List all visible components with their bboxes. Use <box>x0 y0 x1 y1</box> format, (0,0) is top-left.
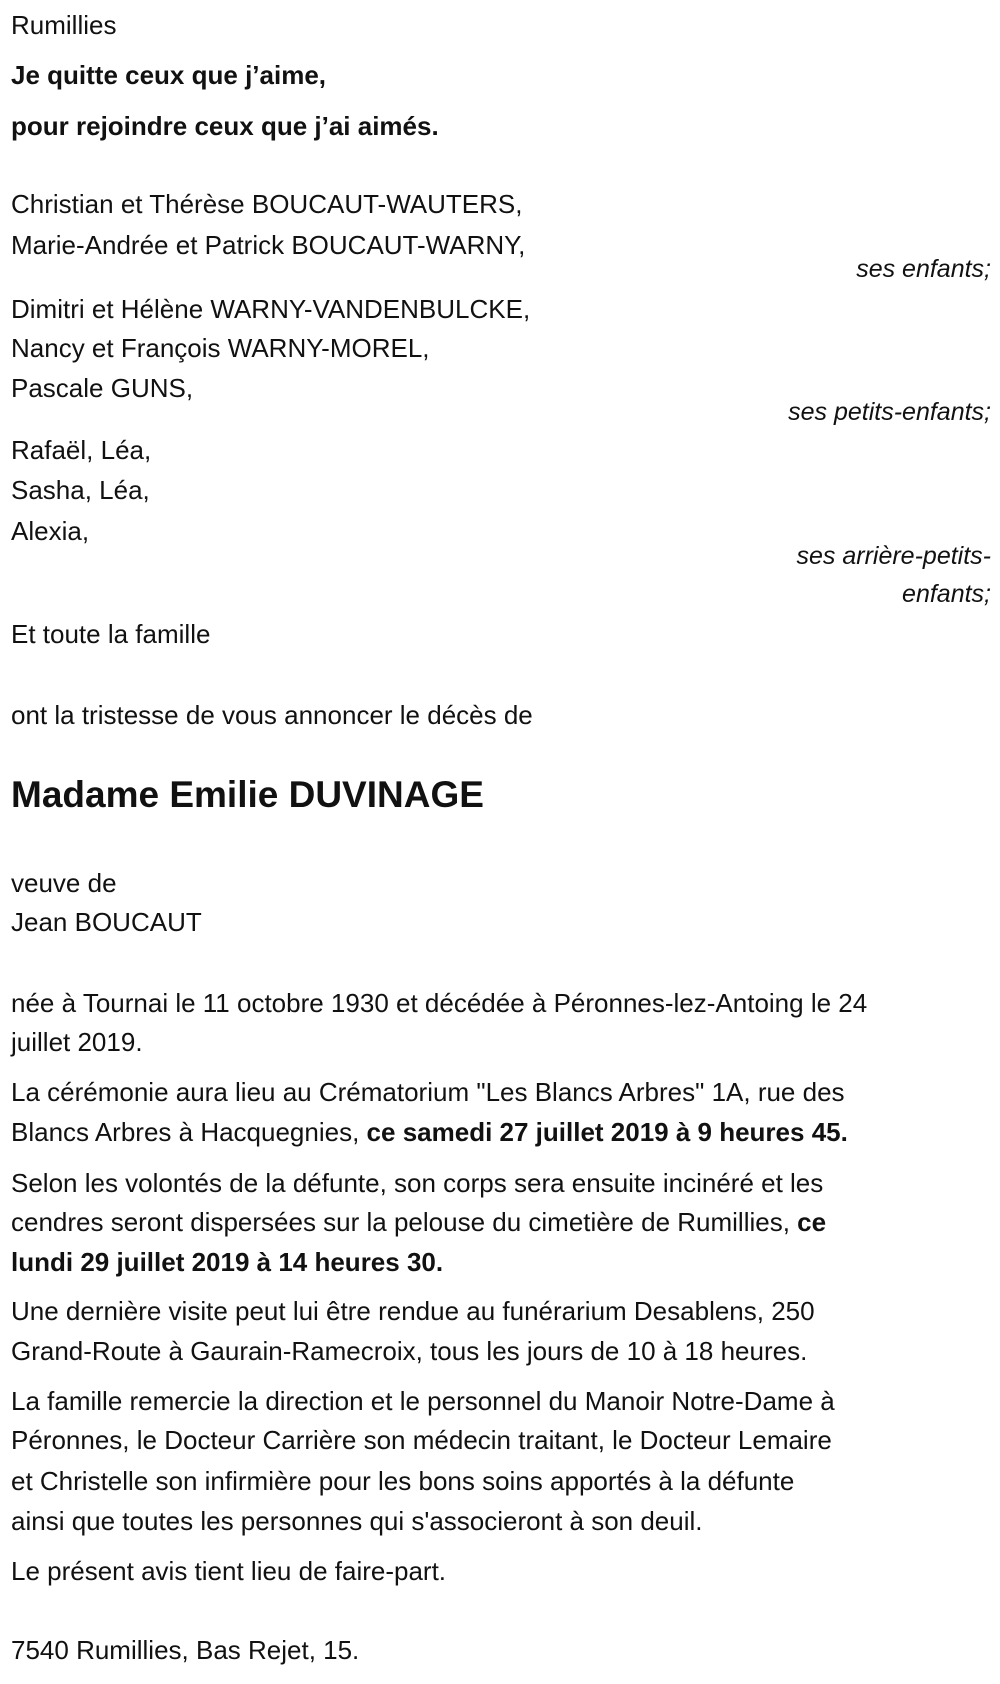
birth-line: née à Tournai le 11 octobre 1930 et décédée à Péronnes-lez-Antoing le 24 <box>11 988 868 1018</box>
grandchild-name: Pascale GUNS, <box>11 373 194 403</box>
cremation-line <box>11 1206 826 1238</box>
grandchildren-label: ses petits-enfants; <box>788 398 991 426</box>
thanks-line: La famille remercie la direction et le personnel du Manoir Notre-Dame à <box>11 1386 835 1416</box>
great-grandchild-name: Alexia, <box>11 516 90 546</box>
notice-text: Le présent avis tient lieu de faire-part. <box>11 1556 447 1586</box>
thanks-line: ainsi que toutes les personnes qui s'associeront à son deuil. <box>11 1506 703 1536</box>
child-name: Christian et Thérèse BOUCAUT-WAUTERS, <box>11 189 523 219</box>
ceremony-line: La cérémonie aura lieu au Crématorium "Les Blancs Arbres" 1A, rue des <box>11 1077 845 1107</box>
grandchild-name: Dimitri et Hélène WARNY-VANDENBULCKE, <box>11 294 531 324</box>
visit-line: Une dernière visite peut lui être rendue au funérarium Desablens, 250 <box>11 1296 815 1326</box>
quote-line: Je quitte ceux que j’aime, <box>11 60 326 90</box>
quote-line: pour rejoindre ceux que j’ai aimés. <box>11 111 439 141</box>
address: 7540 Rumillies, Bas Rejet, 15. <box>11 1635 360 1665</box>
birth-line: juillet 2019. <box>11 1027 143 1057</box>
announce-text: ont la tristesse de vous annoncer le décès de <box>11 700 533 730</box>
great-grandchild-name: Sasha, Léa, <box>11 475 150 505</box>
cremation-datetime: ce <box>797 1207 827 1237</box>
child-name: Marie-Andrée et Patrick BOUCAUT-WARNY, <box>11 230 526 260</box>
deceased-name: Madame Emilie DUVINAGE <box>11 774 484 815</box>
ceremony-line <box>11 1116 848 1148</box>
children-label: ses enfants; <box>856 255 991 283</box>
visit-line: Grand-Route à Gaurain-Ramecroix, tous les jours de 10 à 18 heures. <box>11 1336 808 1366</box>
cremation-text: cendres seront dispersées sur la pelouse du cimetière de Rumillies, <box>11 1207 798 1237</box>
thanks-line: et Christelle son infirmière pour les bons soins apportés à la défunte <box>11 1466 795 1496</box>
cremation-line: Selon les volontés de la défunte, son corps sera ensuite incinéré et les <box>11 1168 824 1198</box>
grandchild-name: Nancy et François WARNY-MOREL, <box>11 333 430 363</box>
place: Rumillies <box>11 10 117 40</box>
great-grandchildren-label: ses arrière-petits- <box>796 542 991 570</box>
spouse-name: Jean BOUCAUT <box>11 907 202 937</box>
ceremony-datetime: ce samedi 27 juillet 2019 à 9 heures 45. <box>366 1117 848 1147</box>
family-text: Et toute la famille <box>11 619 211 649</box>
cremation-datetime: lundi 29 juillet 2019 à 14 heures 30. <box>11 1247 444 1277</box>
widow-line: veuve de <box>11 868 117 898</box>
great-grandchildren-label: enfants; <box>902 580 991 608</box>
great-grandchild-name: Rafaël, Léa, <box>11 435 152 465</box>
thanks-line: Péronnes, le Docteur Carrière son médecin traitant, le Docteur Lemaire <box>11 1425 832 1455</box>
ceremony-text: Blancs Arbres à Hacquegnies, <box>11 1117 367 1147</box>
